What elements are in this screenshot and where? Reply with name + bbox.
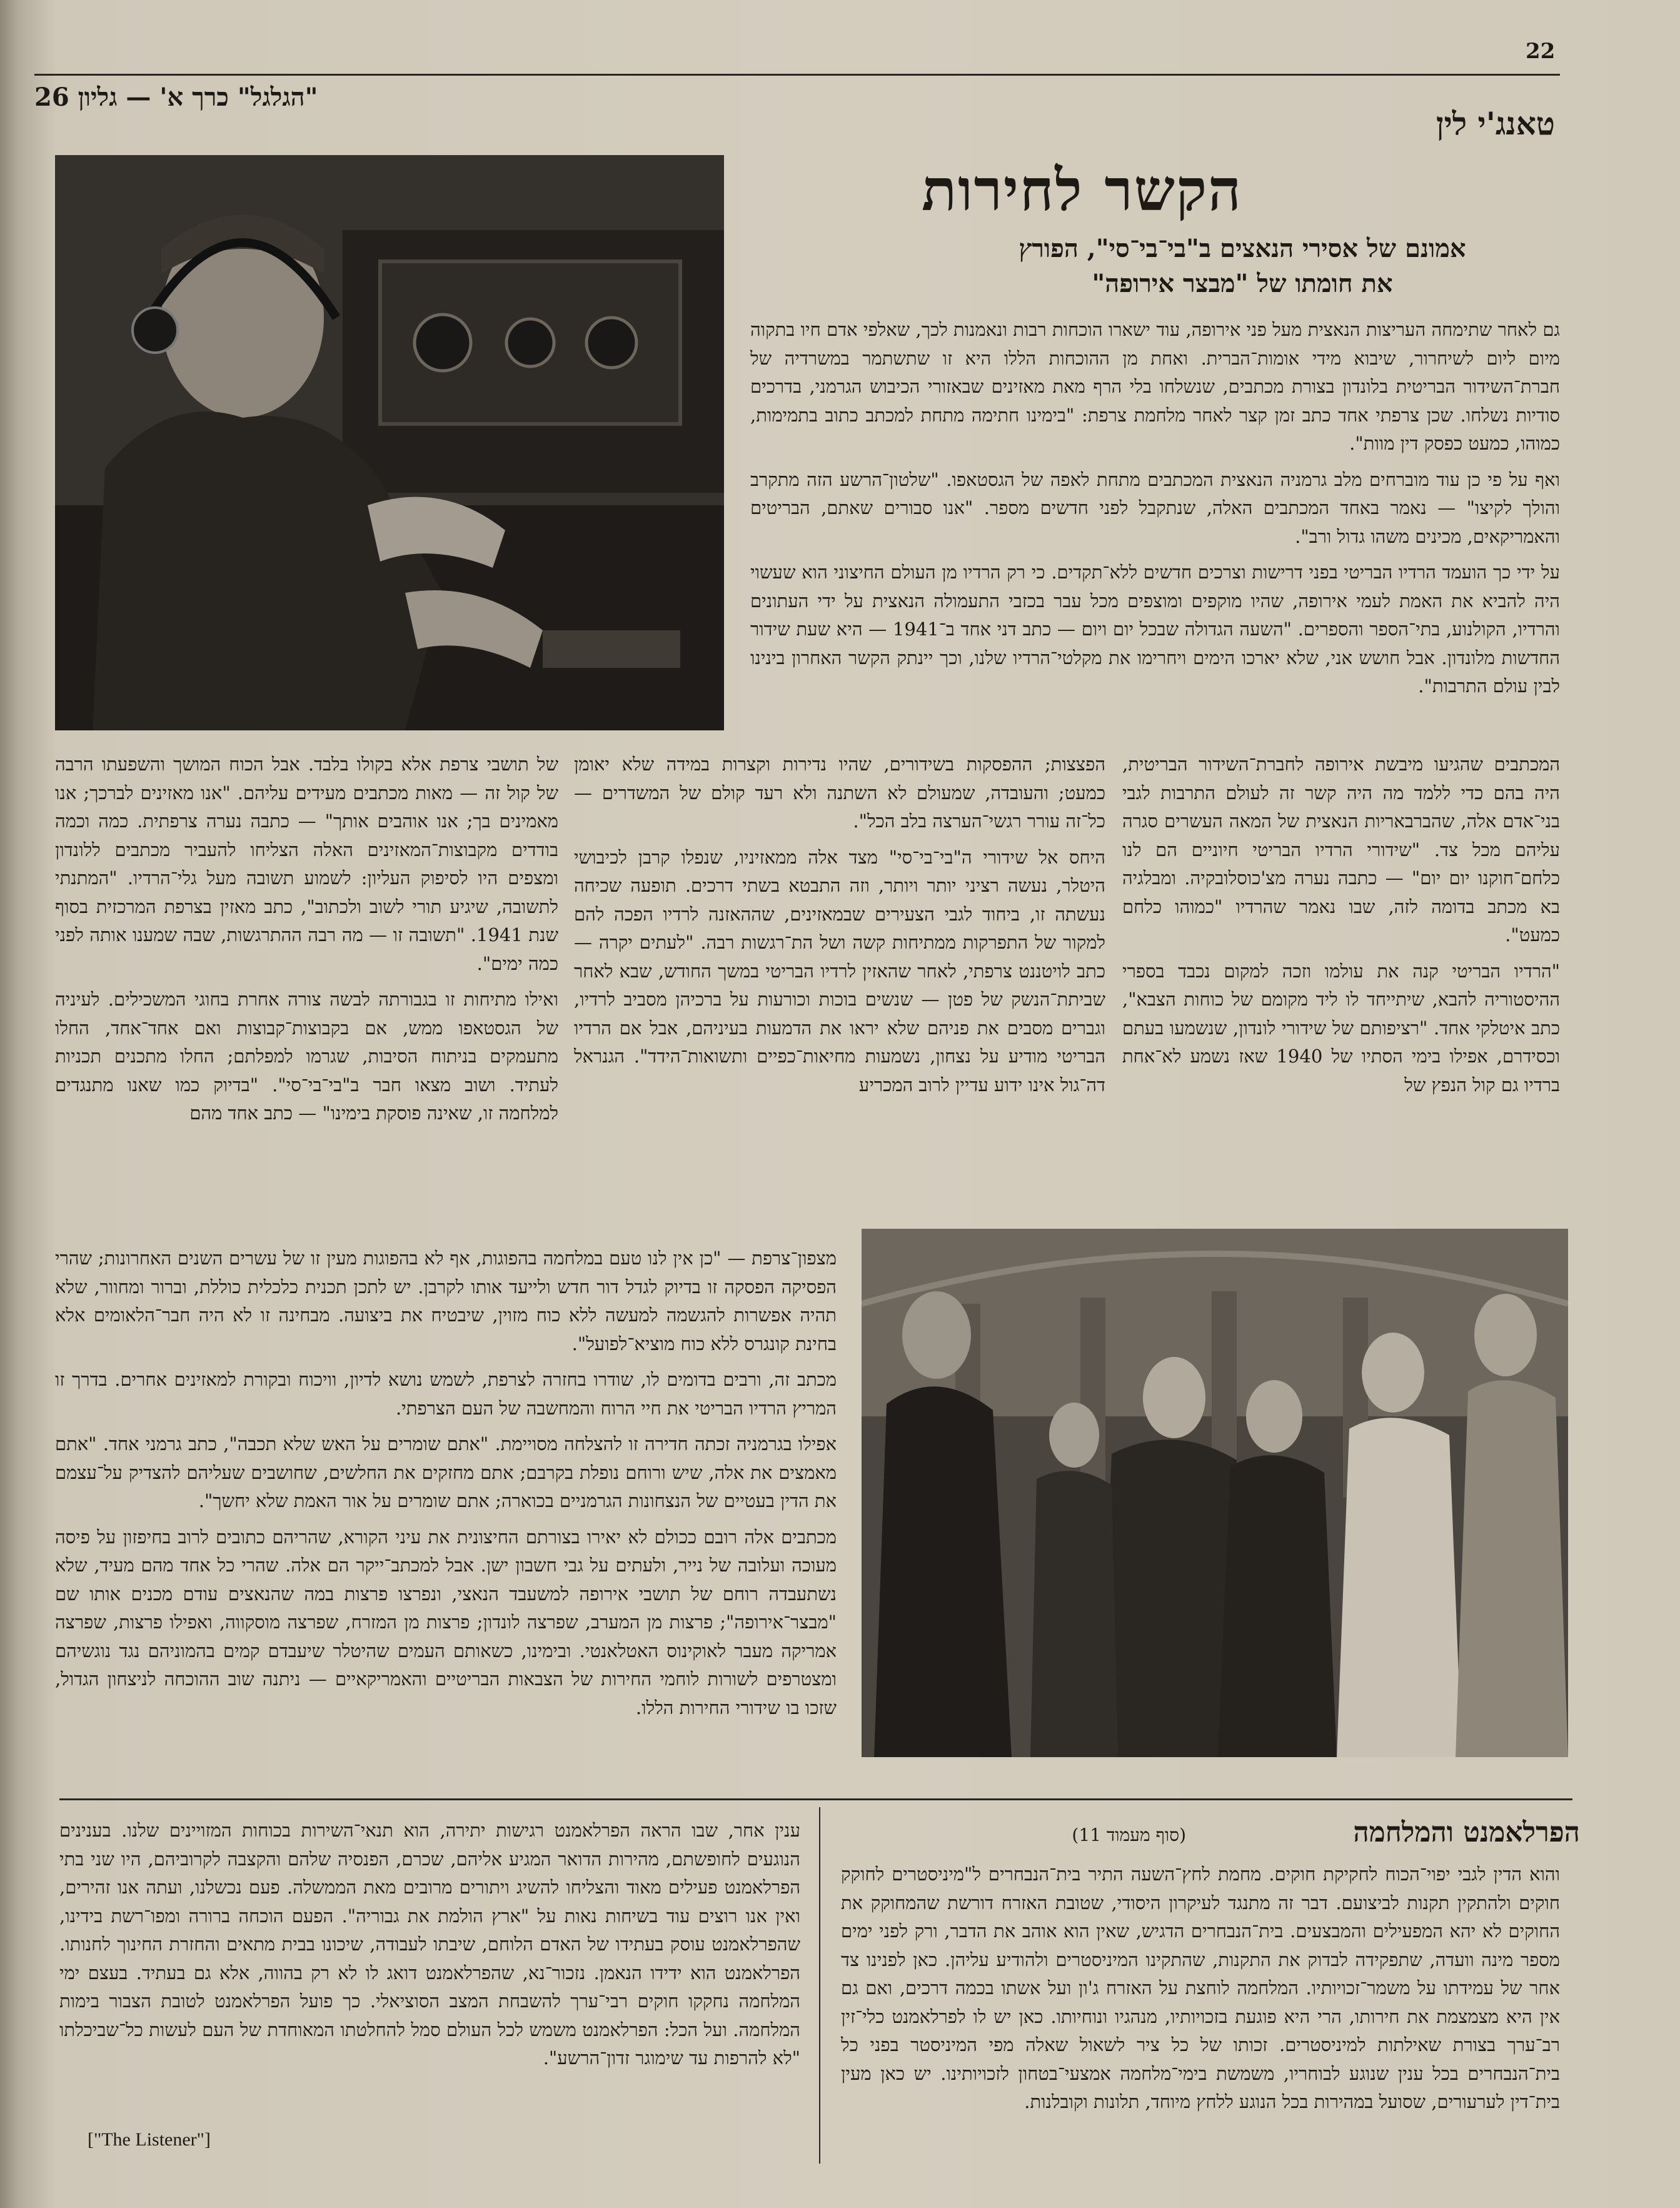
- paragraph: מכתבים אלה רובם ככולם לא יאירו בצורתם החיצונית את עיני הקורא, שהריהם כתובים לרוב בחיפזון על פיסה מעוכה ועלובה של נייר, ולעתים על גבי חשבון ישן. אבל למכתב־ייקר הם אלה. שהרי כל אחד מהם מעיד, שלא נשתעבדה רוחם של תושבי אירופה למשעבד הנאצי, ונפרצו פרצות במה שהנאצים עודם מכנים אותו שם "מבצר־אירופה"; פרצות מן המערב, שפרצה לונדון; פרצות מן המזרח, שפרצה מוסקווה, ואפילו פרצות, שפרצה אמריקה מעבר לאוקינוס האטלאנטי. ובימינו, כשאותם העמים שהיטלר שיעבדם קמים בהמוניהם נגד נוגשיהם ומצטרפים לשורות לוחמי החירות של הצבאות הבריטיים והאמריקאיים — ניתנה שוב ההוכחה לניצחון הגדול, שזכו בו שידורי החירות הללו.: [55, 1526, 837, 1718]
- paragraph: היחס אל שידורי ה"בי־בי־סי" מצד אלה ממאזיניו, שנפלו קרבן לכיבושי היטלר, נעשה רציני יותר ויותר, וזה התבטא בשתי דרכים. תופעה שכיחה נעשתה זו, ביחוד לגבי הצעירים שבמאזינים, שההאזנה לרדיו הפכה להם למקור של התפרקות ממתיחות קשה ושל הת־רגשות רבה. "לעתים יקרה — כתב לויטננט צרפתי, לאחר שהאזין לרדיו הבריטי במשך החודש, שבא לאחר שביתת־הנשק של פטן — שנשים בוכות וכורעות על ברכיהן מסביב לרדיו, וגברים מסבים את פניהם שלא יראו את הדמעות בעיניהם, אבל אם הרדיו הבריטי מודיע על נצחון, נשמעות מחיאות־כפיים ותשואות־הידד". הגנראל דה־גול אינו ידוע עדיין לרוב המכריע: [574, 846, 1106, 1096]
- subtitle-line-1: אמונם של אסירי הנאצים ב"בי־בי־סי", הפורץ: [1019, 234, 1466, 263]
- paragraph: ואף על פי כן עוד מוברחים מלב גרמניה הנאצית המכתבים מתחת לאפה של הגסטאפו. "שלטון־הרשע הזה מתקרב והולך לקיצו" — נאמר באחד המכתבים האלה, שנתקבל לפני חדשים מספר. "אנו סבורים שאתם, הבריטים והאמריקאים, מכינים משהו גדול ורב".: [750, 468, 1560, 547]
- column-right: [750, 316, 1560, 708]
- column-divider: [819, 1807, 820, 2164]
- paragraph: המכתבים שהגיעו מיבשת אירופה לחברת־השידור הבריטית, היה בהם כדי ללמד מה היה קשר זה לעולם התרבות לגבי בני־אדם אלה, שהברבאריות הנאצית של המאה העשרים סגרה עליהם מכל צד. "שידורי הרדיו הבריטי חיוניים הם לנו כלחם־חוקנו יום יום" — כתבה נערה מצ'כוסלובקיה. ומבלגיה בא מכתב בדומה לזה, שבו נאמר שהרדיו "כמוהו כלחם כמעט".: [1122, 754, 1560, 945]
- paragraph: אפילו בגרמניה זכתה חדירה זו להצלחה מסויימת. "אתם שומרים על האש שלא תכבה", כתב גרמני אחד. "אתם מאמצים את אלה, שיש ורוחם נופלת בקרבם; אתם מחזקים את החלשים, שחושבים שעליהם להצדיק על־עצמם את הדין בעטיים של הנצחונות הגרמניים בכוארה; אתם שומרים על אור האמת שלא יחשך".: [55, 1433, 837, 1511]
- photo-radio-operator: [55, 155, 724, 730]
- second-article-column-right: [841, 1860, 1560, 2124]
- paragraph: והוא הדין לגבי יפוי־הכוח לחקיקת חוקים. מחמת לחץ־השעה התיר בית־הנבחרים ל"מיניסטרים לחוקק חוקים ולהתקין תקנות לביצועם. דבר זה מתנגד לעיקרון היסודי, שטובת האזרח דורשת שהמחוקק את החוקים לא יהא המפעילים והמבצעים. בית־הנבחרים הדגיש, שאין הוא אוהב את הדבר, ורק לפני ימים מספר מינה וועדה, שתפקידה לבדוק את התקנות, שהתקינו המיניסטרים ולהודיע עליהן. כאן לפנינו צד אחר של עמידתו על משמר־זכויותיו. המלחמה לוחצת על האזרח ג'ון ועל אשתו בכמה דרכים, ואם גם אין היא מצמצמת את חירותו, הרי היא פוגעת בזכויותיו, מנהגיו ונוחיותו. כאן יש לו לפרלאמנט כלי־זין רב־ערך בצורת שאילתות למיניסטרים. זכותו של כל ציר לשאול שאלה מפי המיניסטר בפני כל בית־הנבחרים בכל ענין שנוגע לבוחריו, משמשת בימי־מלחמה אמצעי־בטחון לזכויותינו. יש כאן מעין בית־דין לערעורים, שסועל במהירות בכל הנוגע ללחץ מיוחד, תלונות וקובלנות.: [841, 1863, 1560, 2112]
- paragraph: מכתב זה, ורבים בדומים לו, שודרו בחזרה לצרפת, לשמש נושא לדיון, וויכוח ובקורת למאזינים אחרים. בדרך זו המריץ הרדיו הבריטי את חיי הרוח והמחשבה של העם הצרפתי.: [55, 1369, 837, 1419]
- section-rule: [59, 1798, 1572, 1800]
- column-middle: [574, 750, 1105, 1107]
- paragraph: "הרדיו הבריטי קנה את עולמו וזכה למקום נכבד בספרי ההיסטוריה להבא, שיתייחד לו ליד מקומם של כוחות הצבא", כתב איטלקי אחד. "רציפותם של שידורי לונדון, שנשמעו בעתם וכסידרם, אפילו בימי הסתיו של 1940 שאז נשמע לא־אחת ברדיו גם קול הנפץ של: [1122, 960, 1560, 1096]
- subtitle-line-2: את חומתו של "מבצר אירופה": [1092, 269, 1393, 298]
- audience-illustration: [862, 1229, 1568, 1757]
- column-span: [55, 1244, 837, 1730]
- column-left: [55, 750, 558, 1136]
- paragraph: של תושבי צרפת אלא בקולו בלבד. אבל הכוח המושך והשפעתו הרבה של קול זה — מאות מכתבים מעידים עליהם. "אנו מאזינים לברכך; אנו מאמינים בך; אנו אוהבים אותך" — כתבה נערה צרפתית. כמה וכמה בודדים מקבוצות־המאזינים האלה הצליחו להעביר מכתבים ללונדון ומצפים היו לסיפוק העליון: לשמוע תשובה מעל גלי־הרדיו. "המתנתי לתשובה, שיגיע תורי לשוב ולכתוב", כתב מאזין בצרפת המרכזית בסוף שנת 1941. "תשובה זו — מה רבה ההתרגשות, שבה שמענו אותה לפני כמה ימים".: [55, 754, 558, 974]
- header-rule: [34, 74, 1560, 76]
- paragraph: מצפון־צרפת — "כן אין לנו טעם במלחמה בהפוגות, אף לא בהפוגות מעין זו של עשרים השנים האחרונות; שהרי הפסיקה הפסקה זו בדיוק לגדל דור חדש ולייעד אותו לקרבן. יש לתכן תכנית כלכלית כוללת, וברור ומחוור, שלא תהיה אפשרות להגשמה למעשה ללא כוח מזוין, שיבטיח את ביצועה. מבחינה זו לא היה חבר־הלאומים אלא בחינת קונגרס ללא כוח מוציא־לפועל".: [55, 1248, 837, 1354]
- paragraph: על ידי כך הועמד הרדיו הבריטי בפני דרישות וצרכים חדשים ללא־תקדים. כי רק הרדיו מן העולם החיצוני הוא שעשוי היה להביא את האמת לעמי אירופה, שהיו מוקפים ומוצפים מכל עבר בכזבי התעמולה הנאצית על ידי העתונים והרדיו, הקולנוע, בתי־הספר והספרים. "השעה הגדולה שבכל יום ויום — כתב דני אחד ב־1941 — היא שעת שידור החדשות מלונדון. אבל חושש אני, שלא יארכו הימים ויחרימו את מקלטי־הרדיו שלנו, וכך יינתק הקשר האחרון בינינו לבין עולם התרבות".: [750, 562, 1560, 697]
- source-credit: ["The Listener"]: [88, 2129, 211, 2150]
- article-author: טאנג'י לין: [1436, 105, 1555, 142]
- paragraph: ענין אחר, שבו הראה הפרלאמנט רגישות יתירה, הוא תנאי־השירות בכוחות המזויינים שלנו. בענינים הנוגעים לחופשתם, מהירות הדואר המגיע אליהם, שכרם, הפנסיה שלהם והקצבה לקרוביהם, היו שני בתי הפרלאמנט פעילים מאוד והצליחו להשיג ויתורים מרובים מאת הממשלה. פעם נכשלנו, ועתה אנו זהירים, ואין אנו רוצים עוד בשיחות נאות על "ארץ הולמת את גבוריה". הפעם הוכחה ברורה ומפו־רשת בידינו, שהפרלאמנט עוסק בעתידו של האדם הלוחם, שיבתו לעבודה, שיכונו בבית מתאים והחזרת החינוך לחנותו. הפרלאמנט הוא ידידו הנאמן. נזכור־נא, שהפרלאמנט דואג לו לא רק בהווה, אלא גם בעתיד. בעצם ימי המלחמה נחקקו חוקים רבי־ערך להשבחת המצב הסוציאלי. כך פועל הפרלאמנט לטובת הצבור בימות המלחמה. ועל הכל: הפרלאמנט משמש לכל העולם סמל להחלטתו המאוחדת של העם לעשות כל־שביכלתו "לא להרפות עד שימוגר זדון־הרשע".: [59, 1820, 800, 2069]
- continued-note: (סוף מעמוד 11): [1072, 1825, 1186, 1845]
- second-article-column-left: [59, 1817, 800, 2080]
- photo-audience: [862, 1229, 1568, 1757]
- article-title: הקשר לחירות: [922, 156, 1242, 224]
- running-head: "הגלגל" כרך א' — גליון 26: [34, 83, 318, 112]
- paragraph: ואילו מתיחות זו בגבורתה לבשה צורה אחרת בחוגי המשכילים. לעיניה של הגסטאפו ממש, אם בקבוצות־קבוצות ואם אחד־אחד, החלו מתעמקים בניתוח הסיבות, שגרמו למפלתם; החלו מתכנים תכניות לעתיד. ושוב מצאו חבר ב"בי־בי־סי". "בדיוק כמו שאנו מתנגדים למלחמה זו, שאינה פוסקת בימינו" — כתב אחד מהם: [55, 989, 558, 1124]
- article-subtitle: [930, 231, 1555, 301]
- paragraph: גם לאחר שתימחה העריצות הנאצית מעל פני אירופה, עוד ישארו הוכחות רבות ונאמנות לכך, שאלפי אדם חיו בתקוה מיום ליום לשיחרור, שיבוא מידי אומות־הברית. ואחת מן ההוכחות הללו היא זו שתשתמר במשרדיה של חברת־השידור הבריטית בלונדון בצורת מכתבים, שנשלחו בלי הרף מאת מאזינים שבאזורי הכיבוש הגרמני, בדרכים סודיות נשלחו. שכן צרפתי אחד כתב זמן קצר לאחר מלחמת צרפת: "בימינו חתימה מתחת למכתב כתוב בתמימות, כמוהו, כמעט כפסק דין מוות".: [750, 319, 1560, 454]
- paragraph: הפצצות; ההפסקות בשידורים, שהיו נדירות וקצרות במידה שלא יאומן כמעט; והעובדה, שמעולם לא השתנה ולא רעד קולם של המשדרים — כל־זה עורר רגשי־הערצה בלב הכל".: [574, 754, 1105, 832]
- page-number: 22: [1526, 39, 1556, 64]
- radio-operator-illustration: [55, 155, 724, 730]
- second-article-title: הפרלאמנט והמלחמה: [1353, 1817, 1580, 1848]
- column-right-lower: [1122, 750, 1560, 1107]
